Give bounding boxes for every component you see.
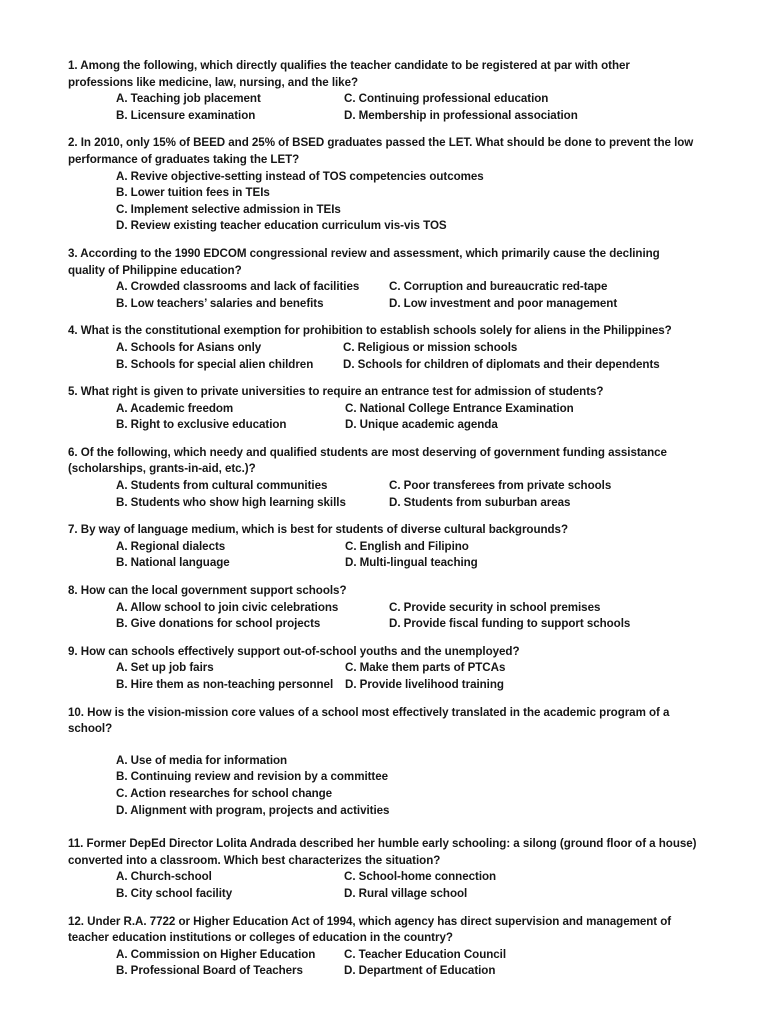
- choice-option-b[interactable]: B. Right to exclusive education: [116, 418, 287, 432]
- choice-option-b[interactable]: B. Hire them as non-teaching personnel: [116, 678, 334, 691]
- choice-row: [68, 296, 698, 313]
- choice-option-b[interactable]: B. Professional Board of Teachers: [116, 964, 303, 978]
- choice-row: [68, 616, 698, 633]
- choice-stack: [116, 753, 698, 819]
- question-block: [68, 836, 698, 902]
- question-stem: 12. Under R.A. 7722 or Higher Education Act of 1994, which agency has direct supervision and management of teacher education institutions or colleges of education in the country?: [68, 914, 672, 945]
- question-block: [68, 384, 698, 434]
- question-stem: 2. In 2010, only 15% of BEED and 25% of BSED graduates passed the LET. What should be done to prevent the low performance of graduates taking the LET?: [68, 136, 694, 166]
- choice-option-b[interactable]: B. Licensure examination: [116, 108, 256, 122]
- question-block: [68, 644, 698, 694]
- choice-option-a[interactable]: A. Schools for Asians only: [116, 340, 262, 354]
- choice-option-b[interactable]: B. National language: [116, 556, 230, 570]
- choice-option-c[interactable]: C. School-home connection: [344, 870, 497, 884]
- choice-row: [68, 677, 698, 694]
- choice-row: [68, 539, 698, 556]
- choice-group: [68, 600, 698, 633]
- choice-option-d[interactable]: D. Review existing teacher education curriculum vis-vis TOS: [116, 219, 447, 233]
- question-stem: 4. What is the constitutional exemption for prohibition to establish schools solely for aliens in the Philippines?: [68, 324, 672, 338]
- choice-option-b[interactable]: B. Students who show high learning skills: [116, 495, 346, 509]
- choice-option-a[interactable]: A. Students from cultural communities: [116, 479, 328, 493]
- question-stem: 11. Former DepEd Director Lolita Andrada described her humble early schooling: a silong (ground floor of a house) converted into a classroom. Which best characterizes the situation?: [68, 837, 697, 867]
- choice-group: [68, 660, 698, 693]
- choice-group: [68, 738, 698, 819]
- choice-spacer: [68, 738, 698, 753]
- question-block: [68, 323, 698, 373]
- question-block: [68, 445, 698, 511]
- choice-option-c[interactable]: C. Poor transferees from private schools: [389, 479, 612, 493]
- question-list: [68, 58, 698, 980]
- choice-option-a[interactable]: A. Commission on Higher Education: [116, 947, 316, 961]
- choice-option-c[interactable]: C. Teacher Education Council: [344, 947, 507, 961]
- choice-row: [68, 340, 698, 357]
- choice-option-b[interactable]: B. Give donations for school projects: [116, 617, 321, 631]
- choice-option-a[interactable]: A. Teaching job placement: [116, 92, 261, 106]
- choice-option-c[interactable]: C. Action researches for school change: [116, 786, 333, 800]
- question-block: [68, 522, 698, 572]
- choice-option-c[interactable]: C. National College Entrance Examination: [345, 401, 574, 415]
- choice-option-c[interactable]: C. Corruption and bureaucratic red-tape: [389, 280, 608, 294]
- choice-option-c[interactable]: C. Make them parts of PTCAs: [345, 661, 506, 675]
- question-stem: 5. What right is given to private universities to require an entrance test for admission of students?: [68, 385, 604, 399]
- choice-row: [68, 417, 698, 434]
- choice-option-a[interactable]: A. Allow school to join civic celebrations: [116, 600, 339, 614]
- choice-row: [68, 108, 698, 125]
- question-block: [68, 705, 698, 820]
- question-stem: 6. Of the following, which needy and qualified students are most deserving of government funding assistance (scholarships, grants-in-aid, etc.)?: [68, 445, 667, 476]
- choice-option-b[interactable]: B. Continuing review and revision by a committee: [116, 770, 389, 784]
- choice-option-d[interactable]: D. Provide livelihood training: [345, 678, 504, 691]
- choice-group: [68, 539, 698, 572]
- choice-row: [68, 401, 698, 418]
- choice-row: [68, 91, 698, 108]
- choice-option-c[interactable]: C. Provide security in school premises: [389, 600, 601, 614]
- choice-option-d[interactable]: D. Rural village school: [344, 886, 468, 900]
- choice-row: [68, 963, 698, 980]
- question-block: [68, 583, 698, 633]
- question-stem: 3. According to the 1990 EDCOM congressional review and assessment, which primarily cause the declining quality of Philippine education?: [68, 246, 660, 277]
- choice-option-b[interactable]: B. Low teachers’ salaries and benefits: [116, 296, 324, 310]
- choice-option-a[interactable]: A. Revive objective-setting instead of TOS competencies outcomes: [116, 169, 484, 183]
- choice-row: [68, 600, 698, 617]
- choice-group: [68, 91, 698, 124]
- choice-option-c[interactable]: C. Continuing professional education: [344, 92, 549, 106]
- choice-option-a[interactable]: A. Regional dialects: [116, 539, 226, 553]
- question-block: [68, 58, 698, 124]
- choice-option-a[interactable]: A. Academic freedom: [116, 401, 234, 415]
- question-block: [68, 135, 698, 235]
- choice-row: [68, 947, 698, 964]
- choice-option-c[interactable]: C. Religious or mission schools: [343, 340, 518, 354]
- choice-option-b[interactable]: B. City school facility: [116, 886, 233, 900]
- question-stem: 1. Among the following, which directly qualifies the teacher candidate to be registered at par with other professions like medicine, law, nursing, and the like?: [68, 59, 630, 89]
- choice-row: [68, 555, 698, 572]
- question-stem: 8. How can the local government support schools?: [68, 584, 347, 598]
- choice-row: [68, 279, 698, 296]
- choice-option-c[interactable]: C. English and Filipino: [345, 539, 469, 553]
- question-stem: 9. How can schools effectively support out-of-school youths and the unemployed?: [68, 644, 520, 658]
- choice-group: [68, 279, 698, 312]
- choice-option-a[interactable]: A. Crowded classrooms and lack of facilities: [116, 280, 360, 294]
- choice-row: [68, 478, 698, 495]
- choice-group: [68, 340, 698, 373]
- choice-row: [68, 660, 698, 677]
- choice-group: [68, 947, 698, 980]
- question-stem: 10. How is the vision-mission core values of a school most effectively translated in the academic program of a school?: [68, 705, 670, 736]
- choice-option-d[interactable]: D. Multi-lingual teaching: [345, 556, 478, 570]
- question-block: [68, 914, 698, 980]
- choice-group: [68, 169, 698, 235]
- choice-option-d[interactable]: D. Provide fiscal funding to support schools: [389, 617, 631, 631]
- choice-option-d[interactable]: D. Department of Education: [344, 964, 496, 978]
- choice-option-b[interactable]: B. Schools for special alien children: [116, 357, 314, 371]
- question-block: [68, 246, 698, 312]
- choice-option-d[interactable]: D. Schools for children of diplomats and their dependents: [343, 357, 660, 371]
- choice-group: [68, 869, 698, 902]
- choice-row: [68, 357, 698, 374]
- question-stem: 7. By way of language medium, which is best for students of diverse cultural backgrounds?: [68, 523, 568, 537]
- choice-option-d[interactable]: D. Unique academic agenda: [345, 418, 498, 432]
- choice-group: [68, 478, 698, 511]
- choice-option-a[interactable]: A. Church-school: [116, 870, 212, 884]
- choice-option-d[interactable]: D. Alignment with program, projects and activities: [116, 803, 390, 817]
- choice-row: [68, 886, 698, 903]
- choice-row: [68, 869, 698, 886]
- choice-option-a[interactable]: A. Use of media for information: [116, 753, 288, 767]
- choice-stack: [116, 169, 698, 235]
- choice-row: [68, 495, 698, 512]
- choice-option-d[interactable]: D. Membership in professional association: [344, 108, 578, 122]
- choice-option-c[interactable]: C. Implement selective admission in TEIs: [116, 202, 341, 216]
- choice-option-a[interactable]: A. Set up job fairs: [116, 661, 214, 675]
- choice-option-b[interactable]: B. Lower tuition fees in TEIs: [116, 186, 270, 200]
- choice-group: [68, 401, 698, 434]
- choice-option-d[interactable]: D. Low investment and poor management: [389, 296, 618, 310]
- choice-option-d[interactable]: D. Students from suburban areas: [389, 495, 571, 509]
